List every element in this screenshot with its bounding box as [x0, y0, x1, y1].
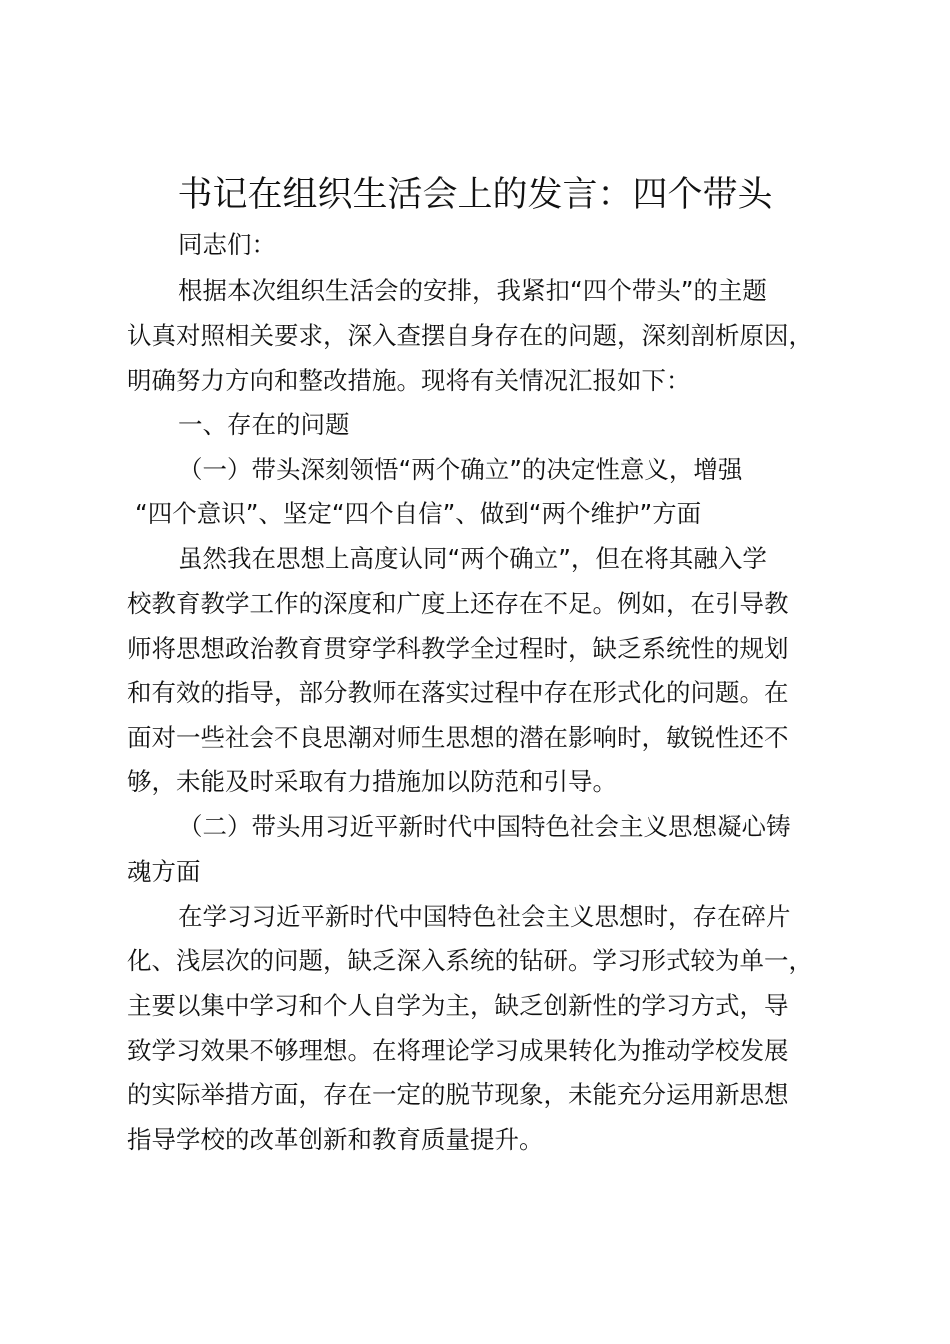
- body-line: 和有效的指导，部分教师在落实过程中存在形式化的问题。在: [127, 678, 789, 707]
- body-line: 虽然我在思想上高度认同“两个确立”，但在将其融入学: [178, 544, 767, 573]
- subsection-heading: 魂方面: [127, 857, 201, 886]
- body-line: 化、浅层次的问题，缺乏深入系统的钻研。学习形式较为单一，: [127, 946, 813, 975]
- intro-line: 认真对照相关要求，深入查摆自身存在的问题，深刻剖析原因，: [127, 321, 813, 350]
- body-line: 校教育教学工作的深度和广度上还存在不足。例如，在引导教: [127, 589, 789, 618]
- intro-line: 明确努力方向和整改措施。现将有关情况汇报如下：: [127, 366, 691, 395]
- body-line: 面对一些社会不良思潮对师生思想的潜在影响时，敏锐性还不: [127, 723, 789, 752]
- body-line: 主要以集中学习和个人自学为主，缺乏创新性的学习方式，导: [127, 991, 789, 1020]
- document-title: 书记在组织生活会上的发言：四个带头: [177, 175, 773, 215]
- subsection-heading: （一）带头深刻领悟“两个确立”的决定性意义，增强: [178, 455, 743, 484]
- subsection-heading: （二）带头用习近平新时代中国特色社会主义思想凝心铸: [178, 812, 791, 841]
- salutation: 同志们：: [178, 230, 276, 259]
- body-line: 在学习习近平新时代中国特色社会主义思想时，存在碎片: [178, 902, 791, 931]
- body-line: 够，未能及时采取有力措施加以防范和引导。: [127, 767, 617, 796]
- body-line: 指导学校的改革创新和教育质量提升。: [127, 1125, 544, 1154]
- subsection-heading: “四个意识”、坚定“四个自信”、做到“两个维护”方面: [135, 499, 702, 528]
- body-line: 的实际举措方面，存在一定的脱节现象，未能充分运用新思想: [127, 1080, 789, 1109]
- body-line: 师将思想政治教育贯穿学科教学全过程时，缺乏系统性的规划: [127, 634, 789, 663]
- body-line: 致学习效果不够理想。在将理论学习成果转化为推动学校发展: [127, 1036, 789, 1065]
- section-heading: 一、存在的问题: [178, 410, 350, 439]
- intro-line: 根据本次组织生活会的安排，我紧扣“四个带头”的主题: [178, 276, 767, 305]
